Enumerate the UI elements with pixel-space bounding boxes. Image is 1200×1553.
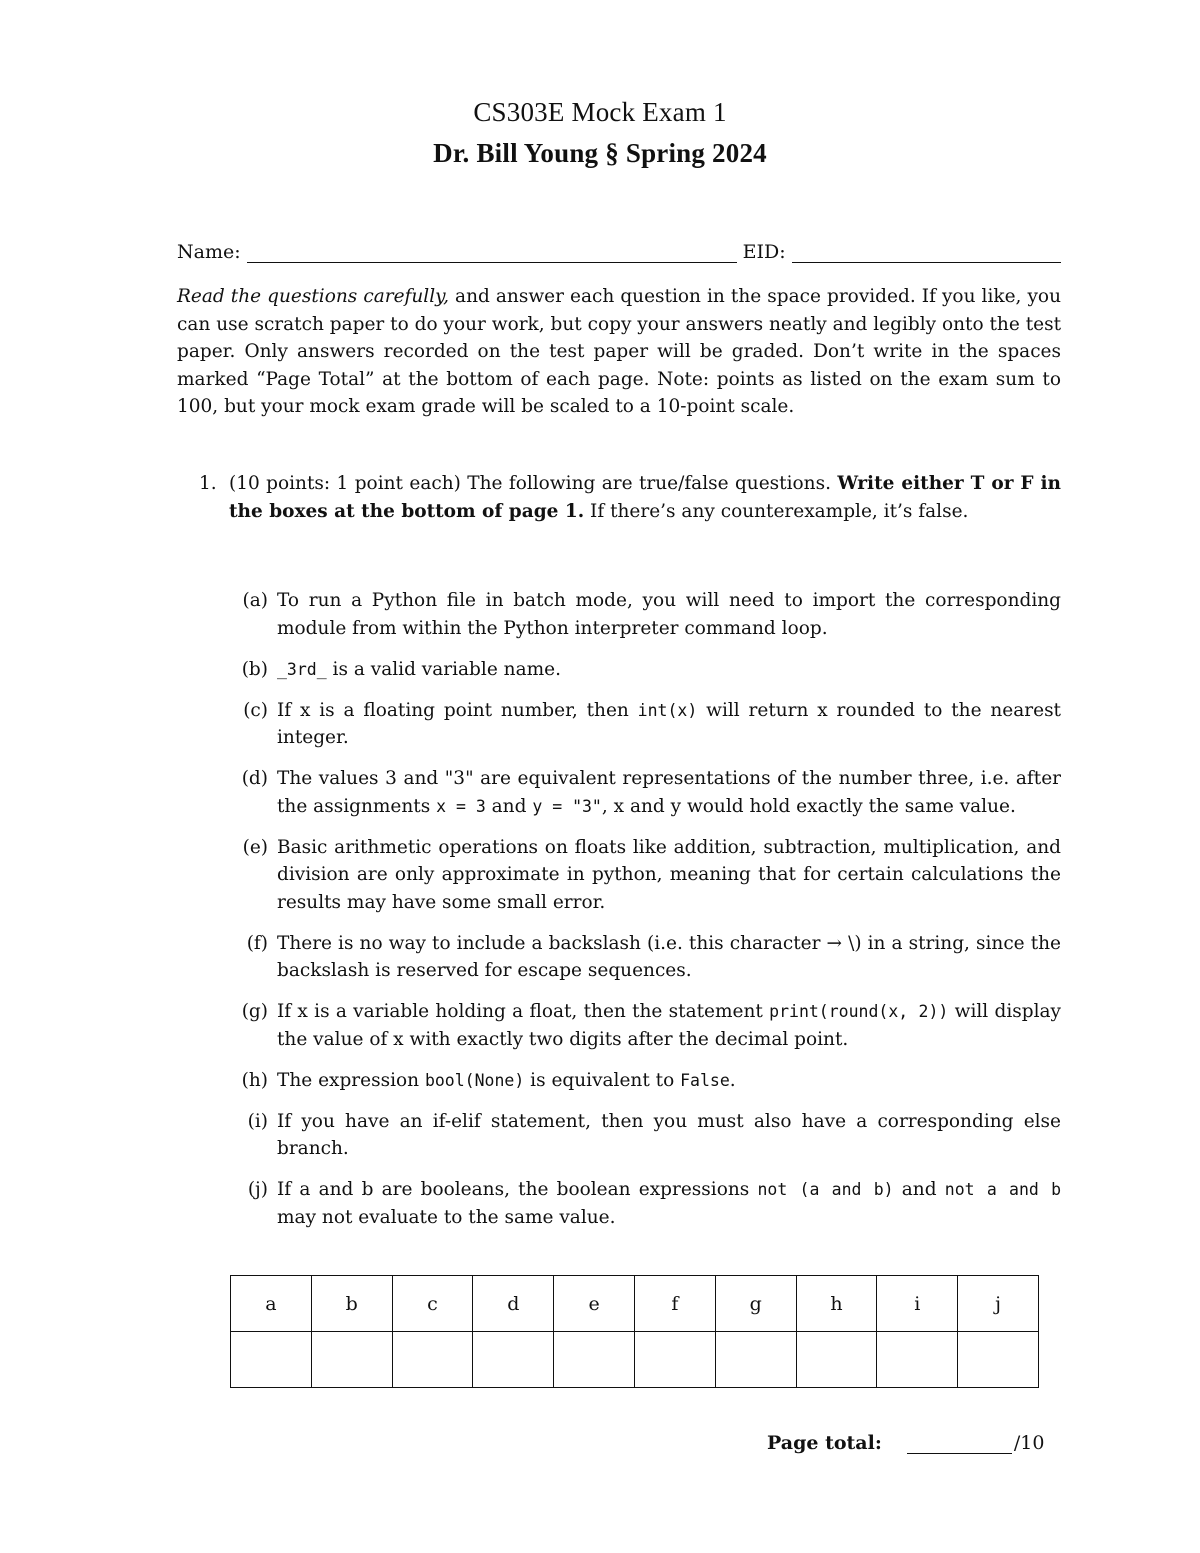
- code-snippet: not (a and b): [757, 1180, 894, 1199]
- answer-table-row: [231, 1332, 1039, 1388]
- part-b: (b) _3rd_ is a valid variable name.: [241, 658, 561, 680]
- part-i: (i) If you have an if-elif statement, then you must also have a corresponding else branch.: [247, 1110, 1061, 1159]
- part-f: (f) There is no way to include a backslash (i.e. this character → \) in a string, since the backslash is reserved for escape sequences.: [246, 932, 1061, 981]
- answer-box-a[interactable]: [231, 1332, 312, 1388]
- answer-table: [230, 1275, 1039, 1388]
- part-e: (e) Basic arithmetic operations on floats like addition, subtraction, multiplication, and division are only approximate in python, meaning that for certain calculations the results may have some small error.: [242, 836, 1061, 913]
- question-1-prompt: (10 points: 1 point each) The following are true/false questions. Write either T or F in the boxes at the bottom of page 1. If there’s any counterexample, it’s false.: [229, 473, 1061, 522]
- answer-box-i[interactable]: [877, 1332, 958, 1388]
- name-label: Name:: [177, 241, 241, 263]
- page-total: [767, 1428, 1044, 1454]
- answer-box-c[interactable]: [392, 1332, 473, 1388]
- answer-table-header: [231, 1276, 1039, 1332]
- instructions-lead: Read the questions carefully,: [177, 286, 449, 307]
- answer-box-d[interactable]: [473, 1332, 554, 1388]
- code-snippet: y = "3": [532, 796, 602, 816]
- code-snippet: False: [680, 1070, 730, 1090]
- answer-column-label: a: [231, 1276, 312, 1332]
- name-field[interactable]: [247, 244, 737, 263]
- page-total-max: /10: [1013, 1432, 1045, 1454]
- part-c: (c) If x is a floating point number, then int(x) will return x rounded to the nearest integer.: [243, 699, 1061, 748]
- code-snippet: bool(None): [424, 1070, 525, 1090]
- page-total-label: Page total:: [767, 1432, 882, 1454]
- answer-box-b[interactable]: [311, 1332, 392, 1388]
- answer-column-label: b: [311, 1276, 392, 1332]
- part-h: (h) The expression bool(None) is equivalent to False.: [241, 1069, 736, 1091]
- answer-column-label: g: [715, 1276, 796, 1332]
- part-d: (d) The values 3 and "3" are equivalent representations of the number three, i.e. after the assignments x = 3 and y = "3", x and y would hold exactly the same value.: [241, 768, 1061, 817]
- answer-box-j[interactable]: [958, 1332, 1039, 1388]
- answer-column-label: i: [877, 1276, 958, 1332]
- answer-column-label: d: [473, 1276, 554, 1332]
- answer-column-label: h: [796, 1276, 877, 1332]
- code-snippet: print(round(x, 2)): [769, 1002, 949, 1021]
- answer-column-label: c: [392, 1276, 473, 1332]
- instructions-text: and answer each question in the space provided. If you like, you can use scratch paper to do your work, but copy your answers neatly and legibly onto the test paper. Only answers recorded on the test paper will be graded. Don’t write in the spaces marked “Page Total” at the bottom of each page. Note: points as listed on the exam sum to 100, but your mock exam grade will be scaled to a 10-point scale.: [177, 286, 1061, 417]
- code-snippet: x = 3: [436, 796, 486, 816]
- exam-title: CS303E Mock Exam 1: [473, 97, 727, 127]
- eid-label: EID:: [742, 241, 786, 263]
- question-1-parts: [230, 587, 1061, 1245]
- answer-box-e[interactable]: [554, 1332, 635, 1388]
- part-a: (a) To run a Python file in batch mode, you will need to import the corresponding module from within the Python interpreter command loop.: [242, 590, 1061, 639]
- part-g: (g) If x is a variable holding a float, then the statement print(round(x, 2)) will display the value of x with exactly two digits after the decimal point.: [241, 1001, 1062, 1050]
- code-snippet: int(x): [637, 700, 698, 720]
- answer-box-f[interactable]: [634, 1332, 715, 1388]
- answer-column-label: e: [554, 1276, 635, 1332]
- code-snippet: _3rd_: [277, 659, 327, 679]
- page-total-field[interactable]: [907, 1435, 1012, 1454]
- question-number: 1.: [199, 473, 217, 494]
- student-id-line: [177, 237, 1061, 263]
- instructions-paragraph: [177, 283, 1061, 421]
- answer-box-g[interactable]: [715, 1332, 796, 1388]
- answer-box-h[interactable]: [796, 1332, 877, 1388]
- answer-column-label: j: [958, 1276, 1039, 1332]
- question-1-instruction: Write either T or F in the boxes at the bottom of page 1.: [229, 473, 1061, 522]
- exam-subtitle: Dr. Bill Young § Spring 2024: [433, 138, 767, 168]
- question-1: [177, 470, 1061, 525]
- answer-column-label: f: [634, 1276, 715, 1332]
- part-j: (j) If a and b are booleans, the boolean expressions not (a and b) and not a and b may not evaluate to the same value.: [247, 1179, 1062, 1228]
- eid-field[interactable]: [792, 244, 1061, 263]
- code-snippet: not a and b: [944, 1180, 1062, 1199]
